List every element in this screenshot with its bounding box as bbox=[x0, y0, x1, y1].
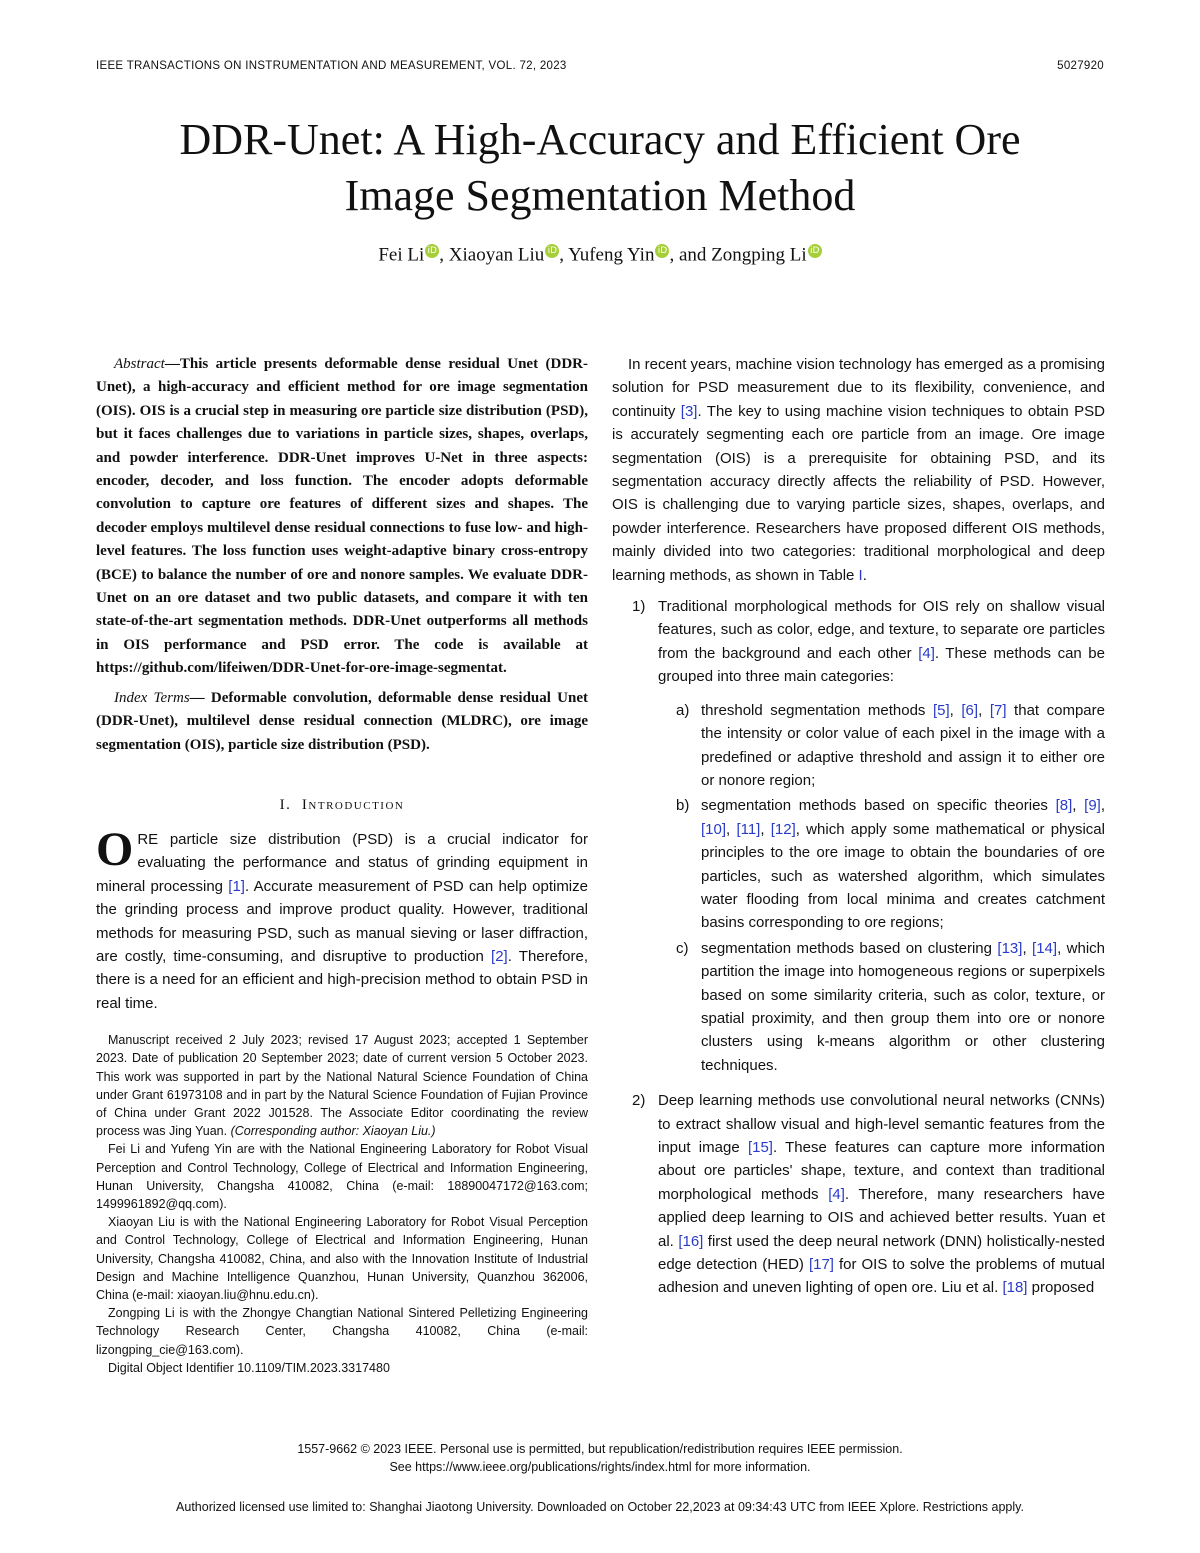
intro-text: RE particle size distribution (PSD) is a crucial indicator for evaluating the performance and status of grinding equipment in mineral processing bbox=[96, 830, 588, 895]
left-column bbox=[96, 353, 588, 1377]
license-notice: Authorized licensed use limited to: Shanghai Jiaotong University. Downloaded on October 22,2023 at 09:34:43 UTC from IEEE Xplore. Restrictions apply. bbox=[176, 1500, 1024, 1514]
citation-link[interactable]: [1] bbox=[228, 877, 245, 895]
sub-list-item: b) segmentation methods based on specific theories [8], [9], [10], [11], [12], which apply some mathematical or physical principles to the ore image to obtain the boundaries of ore particles, such as watershed algorithm, which simulates water flooding from local minima and creates catchment basins corresponding to ore regions; bbox=[612, 794, 1105, 934]
footnotes bbox=[96, 1031, 588, 1377]
article-number: 5027920 bbox=[1057, 60, 1104, 72]
list-letter: a) bbox=[676, 701, 690, 719]
body-paragraph: In recent years, machine vision technology has emerged as a promising solution for PSD measurement due to its flexibility, convenience, and continuity [3]. The key to using machine vision techniques to obtain PSD is accurately segmenting each ore particle from an image. Ore image segmentation (OIS) is a prerequisite for obtaining PSD, and its segmentation accuracy directly affects the reliability of PSD. However, OIS is challenging due to varying particle sizes, shapes, overlaps, and powder interference. Researchers have proposed different OIS methods, mainly divided into two categories: traditional morphological and deep learning methods, as shown in Table I. bbox=[612, 356, 1105, 584]
orcid-icon[interactable]: iD bbox=[545, 244, 559, 258]
footnote-affiliation: Xiaoyan Liu is with the National Engineering Laboratory for Robot Visual Perception and Control Technology, College of Electrical and Information Engineering, Hunan University, Changsha 410082, China, and also with the Innovation Institute of Industrial Design and Machine Intelligence Quanzhou, Hunan University, Quanzhou 362006, China (e-mail: xiaoyan.liu@hnu.edu.cn). bbox=[96, 1215, 588, 1302]
sub-list bbox=[612, 699, 1105, 1078]
author-name: , Yufeng Yin bbox=[559, 244, 655, 266]
list-item: 2) Deep learning methods use convolutional neural networks (CNNs) to extract shallow visual and high-level semantic features from the input image [15]. These features can capture more information about ore particles' shape, texture, and context than traditional morphological methods [4]. Therefore, many researchers have applied deep learning to OIS and achieved better results. Yuan et al. [16] first used the deep neural network (DNN) holistically-nested edge detection (HED) [17] for OIS to solve the problems of mutual adhesion and uneven lighting of open ore. Liu et al. [18] proposed bbox=[612, 1089, 1105, 1300]
abstract-text: —This article presents deformable dense residual Unet (DDR-Unet), a high-accuracy and efficient method for ore image segmentation (OIS). OIS is a crucial step in measuring ore particle size distribution (PSD), but it faces challenges due to variations in particle sizes, shapes, overlaps, and powder interference. DDR-Unet improves U-Net in three aspects: encoder, decoder, and loss function. The encoder adopts deformable convolution to capture ore features of different sizes and shapes. The decoder employs multilevel dense residual connections to fuse low- and high-level features. The loss function uses weight-adaptive binary cross-entropy (BCE) to balance the number of ore and nonore samples. We evaluate DDR-Unet on an ore dataset and two public datasets, and compare it with ten state-of-the-art segmentation methods. DDR-Unet outperforms all methods in OIS performance and PSD error. The code is available at https://github.com/lifeiwen/DDR-Unet-for-ore-image-segmentat. bbox=[96, 356, 588, 677]
abstract-label: Abstract bbox=[114, 356, 165, 372]
section-heading bbox=[96, 797, 588, 814]
intro-paragraph bbox=[96, 822, 588, 1015]
copyright-notice bbox=[0, 1440, 1200, 1476]
citation-link[interactable]: [8] bbox=[1055, 797, 1073, 815]
citation-link[interactable]: [6] bbox=[961, 701, 979, 719]
footnote-affiliation: Fei Li and Yufeng Yin are with the National Engineering Laboratory for Robot Visual Perception and Control Technology, College of Electrical and Information Engineering, Hunan University, Changsha 410082, China (e-mail: 18890047172@163.com; 1499961892@qq.com). bbox=[96, 1142, 588, 1211]
corresponding-author: (Corresponding author: Xiaoyan Liu.) bbox=[230, 1124, 436, 1139]
citation-link[interactable]: [18] bbox=[1002, 1279, 1028, 1297]
list-item: 1) Traditional morphological methods for OIS rely on shallow visual features, such as color, edge, and texture, to separate ore particles from the background and each other [4]. These methods can be grouped into three main categories: bbox=[612, 595, 1105, 689]
citation-link[interactable]: [7] bbox=[989, 701, 1007, 719]
list-letter: b) bbox=[676, 797, 690, 815]
title-line-1: DDR-Unet: A High-Accuracy and Efficient Ore bbox=[179, 115, 1021, 164]
running-header bbox=[96, 60, 1104, 72]
paper-title bbox=[0, 112, 1200, 224]
copyright-line: 1557-9662 © 2023 IEEE. Personal use is permitted, but republication/redistribution requires IEEE permission. bbox=[297, 1442, 903, 1456]
rights-link-line[interactable]: See https://www.ieee.org/publications/rights/index.html for more information. bbox=[389, 1460, 811, 1474]
citation-link[interactable]: [2] bbox=[491, 947, 508, 965]
footnote-manuscript: Manuscript received 2 July 2023; revised 17 August 2023; accepted 1 September 2023. Date of publication 20 September 2023; date of current version 5 October 2023. This work was supported in part by the National Natural Science Foundation of China under Grant 61973108 and in part by the Natural Science Foundation of Fujian Province of China under Grant 2022 J01528. The Associate Editor coordinating the review process was Jing Yuan. (Corresponding author: Xiaoyan Liu.) bbox=[96, 1033, 588, 1139]
citation-link[interactable]: [14] bbox=[1032, 939, 1058, 957]
citation-link[interactable]: [11] bbox=[736, 820, 761, 838]
orcid-icon[interactable]: iD bbox=[425, 244, 439, 258]
citation-link[interactable]: [17] bbox=[808, 1256, 834, 1274]
drop-cap: O bbox=[96, 822, 134, 876]
sub-list-item: c) segmentation methods based on clustering [13], [14], which partition the image into homogeneous regions or superpixels based on some similarity criteria, such as color, texture, or spatial proximity, and then group them into ore or nonore clusters using k-means algorithm or other clustering techniques. bbox=[612, 937, 1105, 1077]
list-letter: c) bbox=[676, 939, 689, 957]
footnote-doi: Digital Object Identifier 10.1109/TIM.2023.3317480 bbox=[108, 1360, 390, 1375]
section-numeral: I. bbox=[279, 796, 292, 813]
author-list bbox=[0, 244, 1200, 266]
orcid-icon[interactable]: iD bbox=[655, 244, 669, 258]
citation-link[interactable]: [3] bbox=[680, 402, 698, 420]
list-number: 1) bbox=[632, 598, 646, 616]
list-number: 2) bbox=[632, 1092, 646, 1110]
right-column bbox=[612, 353, 1105, 1300]
intro-text: . Accurate measurement of PSD can help optimize the grinding process and improve product quality. However, traditional methods for measuring PSD, such as manual sieving or laser diffraction, are costly, time-consuming, and disruptive to production bbox=[96, 877, 588, 965]
index-terms-text: — Deformable convolution, deformable dense residual Unet (DDR-Unet), multilevel dense residual connection (MLDRC), ore image segmentation (OIS), particle size distribution (PSD). bbox=[96, 689, 588, 753]
citation-link[interactable]: [4] bbox=[918, 644, 935, 662]
index-terms-label: Index Terms bbox=[114, 689, 190, 706]
index-terms bbox=[96, 687, 588, 757]
abstract bbox=[96, 353, 588, 681]
journal-name: IEEE TRANSACTIONS ON INSTRUMENTATION AND MEASUREMENT, VOL. 72, 2023 bbox=[96, 60, 567, 72]
author-name: Fei Li bbox=[378, 244, 425, 266]
citation-link[interactable]: [9] bbox=[1084, 797, 1101, 815]
section-title: Introduction bbox=[301, 796, 405, 813]
citation-link[interactable]: [13] bbox=[997, 939, 1023, 957]
citation-link[interactable]: [5] bbox=[932, 701, 950, 719]
citation-link[interactable]: [16] bbox=[678, 1232, 704, 1250]
intro-text: . Therefore, there is a need for an efficient and high-precision method to obtain PSD in real time. bbox=[96, 947, 588, 1012]
citation-link[interactable]: [4] bbox=[828, 1185, 845, 1203]
footnote-affiliation: Zongping Li is with the Zhongye Changtian National Sintered Pelletizing Engineering Technology Research Center, Changsha 410082, China (e-mail: lizongping_cie@163.com). bbox=[96, 1306, 588, 1357]
citation-link[interactable]: [15] bbox=[747, 1139, 773, 1156]
citation-link[interactable]: [12] bbox=[770, 820, 796, 838]
orcid-icon[interactable]: iD bbox=[808, 244, 822, 258]
sub-list-item: a) threshold segmentation methods [5], [6], [7] that compare the intensity or color value of each pixel in the image with a predefined or adaptive threshold and assign it to either ore or nonore region; bbox=[612, 699, 1105, 793]
citation-link[interactable]: [10] bbox=[701, 820, 727, 838]
author-name: , Xiaoyan Liu bbox=[439, 244, 545, 266]
table-link[interactable]: I bbox=[858, 566, 863, 584]
title-line-2: Image Segmentation Method bbox=[344, 171, 856, 220]
author-name: , and Zongping Li bbox=[669, 244, 807, 266]
